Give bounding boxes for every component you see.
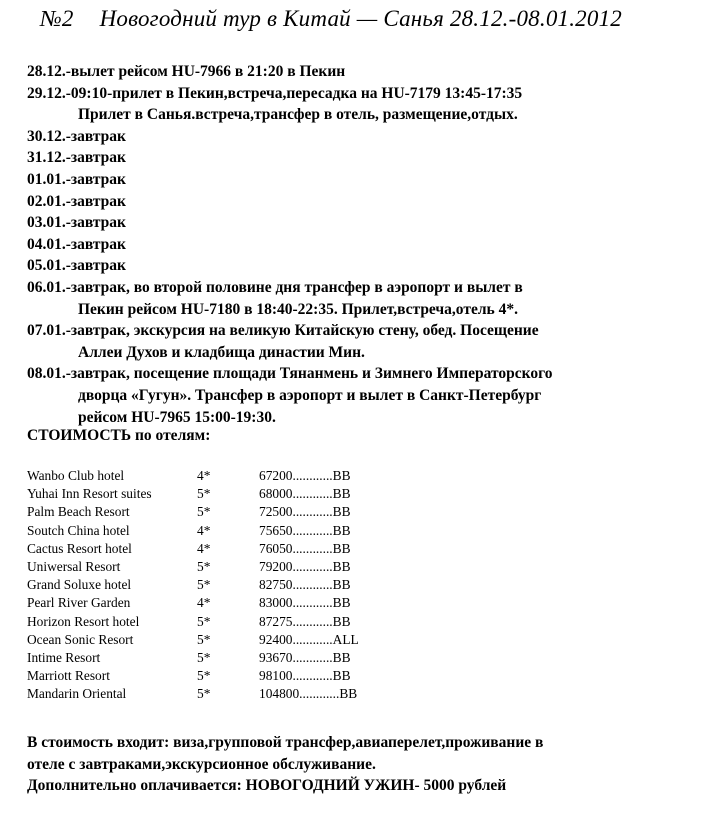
itinerary-day	[27, 169, 707, 191]
hotel-row	[27, 685, 427, 703]
itinerary-day	[27, 147, 707, 169]
itinerary	[27, 61, 707, 428]
hotel-stars: 5*	[197, 486, 211, 502]
hotel-stars: 5*	[197, 577, 211, 593]
hotel-name: Grand Soluxe hotel	[27, 577, 132, 593]
hotel-stars: 4*	[197, 595, 211, 611]
hotel-name: Marriott Resort	[27, 668, 110, 684]
hotel-stars: 5*	[197, 686, 211, 702]
hotel-row	[27, 485, 427, 503]
hotel-price: 67200............BB	[259, 468, 351, 483]
itinerary-day	[27, 83, 707, 126]
hotel-name: Soutch China hotel	[27, 522, 130, 538]
hotel-name: Mandarin Oriental	[27, 686, 127, 702]
hotel-price: 76050............BB	[259, 540, 351, 556]
itinerary-day-text: 31.12.-завтрак	[27, 149, 126, 167]
itinerary-day-text: 07.01.-завтрак, экскурсия на великую Китайскую стену, обед. Посещение	[27, 322, 539, 340]
itinerary-day	[27, 126, 707, 148]
hotel-row	[27, 540, 427, 558]
itinerary-day-continuation: Аллеи Духов и кладбища династии Мин.	[78, 343, 365, 361]
hotel-price: 104800............BB	[259, 686, 358, 702]
hotel-name: Wanbo Club hotel	[27, 468, 125, 483]
hotel-price: 68000............BB	[259, 486, 351, 502]
itinerary-day-text: 02.01.-завтрак	[27, 192, 126, 210]
hotel-price: 75650............BB	[259, 522, 351, 538]
hotel-row	[27, 558, 427, 576]
hotel-name: Uniwersal Resort	[27, 558, 121, 574]
hotel-row	[27, 631, 427, 649]
itinerary-day	[27, 363, 707, 428]
hotel-name: Cactus Resort hotel	[27, 540, 132, 556]
itinerary-day	[27, 320, 707, 363]
itinerary-day-text: 08.01.-завтрак, посещение площади Тянанмень и Зимнего Императорского	[27, 365, 553, 383]
hotel-price: 87275............BB	[259, 613, 351, 629]
hotel-stars: 5*	[197, 668, 211, 684]
hotel-price: 98100............BB	[259, 668, 351, 684]
hotel-price: 92400............ALL	[259, 631, 359, 647]
itinerary-day	[27, 255, 707, 277]
itinerary-day-text: 05.01.-завтрак	[27, 257, 126, 275]
hotel-name: Horizon Resort hotel	[27, 613, 140, 629]
hotel-row	[27, 594, 427, 612]
hotel-stars: 5*	[197, 504, 211, 520]
extra-charges: Дополнительно оплачивается: НОВОГОДНИЙ УЖИН- 5000 рублей	[27, 777, 507, 795]
footer-notes	[27, 732, 707, 797]
hotel-row	[27, 576, 427, 594]
itinerary-day-continuation: Прилет в Санья.встреча,трансфер в отель, размещение,отдых.	[78, 106, 518, 124]
hotel-stars: 5*	[197, 649, 211, 665]
hotel-stars: 5*	[197, 558, 211, 574]
hotel-name: Pearl River Garden	[27, 595, 131, 611]
hotel-name: Palm Beach Resort	[27, 504, 130, 520]
hotel-price: 72500............BB	[259, 504, 351, 520]
itinerary-day-text: 04.01.-завтрак	[27, 235, 126, 253]
hotel-row	[27, 613, 427, 631]
itinerary-day	[27, 61, 707, 83]
hotel-name: Intime Resort	[27, 649, 101, 665]
included-line-1: В стоимость входит: виза,групповой трансфер,авиаперелет,проживание в	[27, 734, 544, 751]
price-heading: СТОИМОСТЬ по отелям:	[27, 427, 211, 444]
hotel-price-list	[27, 467, 427, 703]
hotel-name: Ocean Sonic Resort	[27, 631, 134, 647]
itinerary-day-continuation: рейсом HU-7965 15:00-19:30.	[78, 408, 276, 426]
hotel-price: 82750............BB	[259, 577, 351, 593]
included-line-2: отеле с завтраками,экскурсионное обслуживание.	[27, 755, 376, 773]
hotel-row	[27, 522, 427, 540]
page-title	[40, 6, 622, 32]
itinerary-day-text: 28.12.-вылет рейсом HU-7966 в 21:20 в Пекин	[27, 63, 346, 80]
tour-title: Новогодний тур в Китай — Санья 28.12.-08.01.2012	[99, 6, 622, 31]
hotel-stars: 4*	[197, 522, 211, 538]
itinerary-day-text: 30.12.-завтрак	[27, 127, 126, 145]
itinerary-day-text: 29.12.-09:10-прилет в Пекин,встреча,пересадка на HU-7179 13:45-17:35	[27, 84, 523, 102]
itinerary-day-continuation: дворца «Гугун». Трансфер в аэропорт и вылет в Санкт-Петербург	[78, 386, 542, 404]
hotel-row	[27, 467, 427, 485]
hotel-stars: 5*	[197, 631, 211, 647]
itinerary-day	[27, 277, 707, 320]
hotel-price: 83000............BB	[259, 595, 351, 611]
hotel-stars: 4*	[197, 540, 211, 556]
hotel-row	[27, 667, 427, 685]
hotel-stars: 5*	[197, 613, 211, 629]
hotel-name: Yuhai Inn Resort suites	[27, 486, 152, 502]
hotel-stars: 4*	[197, 468, 211, 483]
tour-number: №2	[40, 6, 74, 31]
itinerary-day-text: 03.01.-завтрак	[27, 214, 126, 232]
itinerary-day-text: 06.01.-завтрак, во второй половине дня трансфер в аэропорт и вылет в	[27, 278, 523, 296]
hotel-row	[27, 503, 427, 521]
itinerary-day	[27, 212, 707, 234]
hotel-row	[27, 649, 427, 667]
itinerary-day	[27, 191, 707, 213]
itinerary-day	[27, 234, 707, 256]
hotel-price: 79200............BB	[259, 558, 351, 574]
hotel-price: 93670............BB	[259, 649, 351, 665]
itinerary-day-continuation: Пекин рейсом HU-7180 в 18:40-22:35. Прилет,встреча,отель 4*.	[78, 300, 518, 318]
itinerary-day-text: 01.01.-завтрак	[27, 170, 126, 188]
